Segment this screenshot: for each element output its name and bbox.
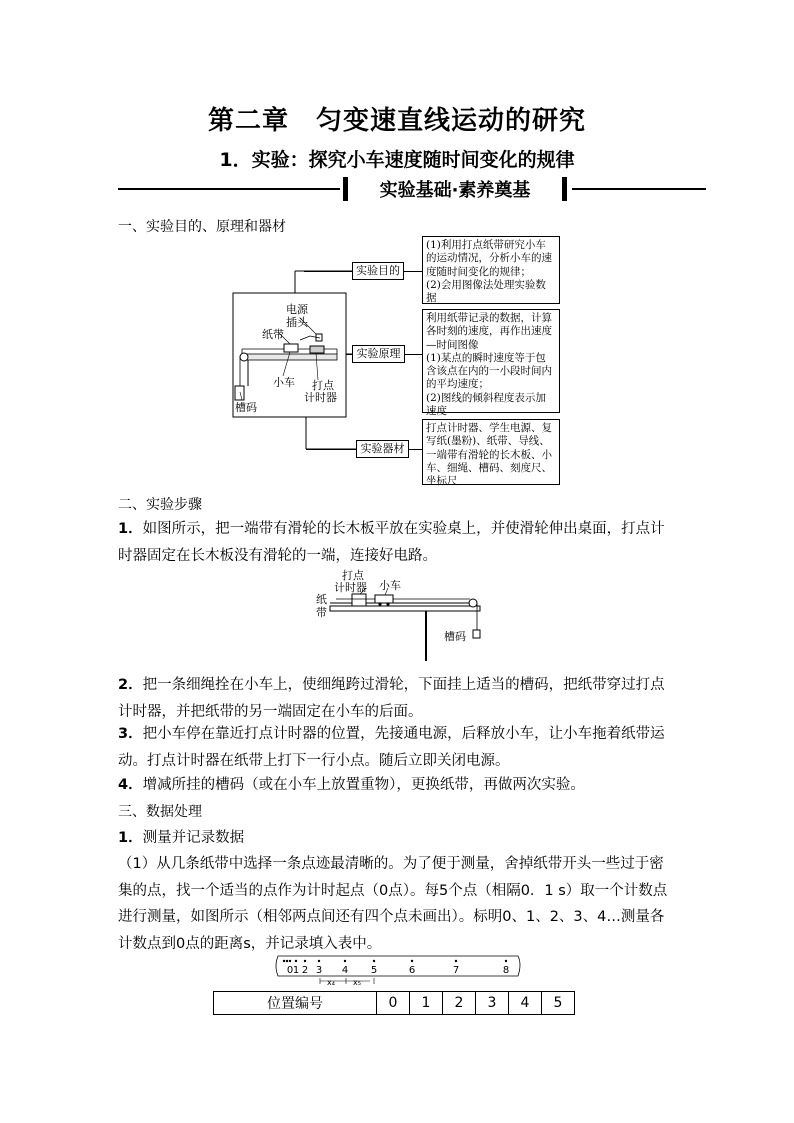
section-title: 1．实验：探究小车速度随时间变化的规律 <box>219 149 575 171</box>
tape-label: 1 <box>292 965 300 976</box>
tape-dot <box>289 960 291 962</box>
node-label-purpose: 实验目的 <box>352 262 404 280</box>
tape-dot <box>411 960 413 962</box>
paper-tape-figure <box>270 954 525 988</box>
tape-label: 2 <box>301 965 309 976</box>
tape-label: 4 <box>341 965 349 976</box>
node-text-principle: 利用纸带记录的数据，计算各时刻的速度，再作出速度—时间图像 (1)某点的瞬时速度等于包含该点在内的一小段时间内的平均速度； (2)图线的倾斜程度表示加速度 <box>422 309 560 413</box>
tape-dot <box>505 960 507 962</box>
table-cell: 5 <box>542 992 575 1015</box>
step-4-number: 4． <box>118 777 143 793</box>
tape-dot <box>373 960 375 962</box>
step-1 <box>118 516 678 569</box>
step-2-text: 把一条细绳拴在小车上，使细绳跨过滑轮，下面挂上适当的槽码，把纸带穿过打点计时器，并把纸带的另一端固定在小车的后面。 <box>118 677 665 720</box>
step-2-number: 2． <box>118 677 143 693</box>
step-4 <box>118 772 678 799</box>
node-label-equipment: 实验器材 <box>356 440 409 458</box>
table-cell: 4 <box>509 992 542 1015</box>
part1-heading: 一、实验目的、原理和器材 <box>118 219 286 235</box>
fig-label-paper-1: 纸 <box>316 593 327 606</box>
step-3-number: 3． <box>118 726 143 742</box>
step-3 <box>118 721 678 774</box>
label-paper-tape: 纸带 <box>262 328 284 341</box>
tape-label: 6 <box>408 965 416 976</box>
connector-principle-left <box>346 354 352 355</box>
table-cell: 3 <box>476 992 509 1015</box>
part2-heading: 二、实验步骤 <box>118 497 202 513</box>
step-3-text: 把小车停在靠近打点计时器的位置，先接通电源，后释放小车，让小车拖着纸带运动。打点计时器在纸带上打下一行小点。随后立即关闭电源。 <box>118 726 665 769</box>
tape-label: 7 <box>452 965 460 976</box>
sub-1 <box>118 825 678 852</box>
table-header-cell: 位置编号 <box>214 992 377 1015</box>
connector-principle <box>405 354 422 355</box>
connector-equipment-left <box>306 449 356 450</box>
tape-label: 3 <box>315 965 323 976</box>
tape-dot <box>304 960 306 962</box>
tape-dot <box>283 960 285 962</box>
tape-interval-x4: x₄ <box>327 978 335 987</box>
label-weight: 槽码 <box>235 401 257 414</box>
connector-equipment <box>409 449 422 450</box>
label-power-plug-1: 电源 <box>286 303 308 316</box>
data-processing-paragraph: （1）从几条纸带中选择一条点迹最清晰的。为了便于测量，舍掉纸带开头一些过于密集的点，找一个适当的点作为计时起点（0点）。每5个点（相隔0．1 s）取一个计数点进行测量，如图所示（相邻两点间还有四个点未画出）。标明0、1、2、3、4…测量各计数点到0点的距离s，并记录填入表中。 <box>118 856 668 952</box>
connector-purpose <box>404 271 422 272</box>
table-row <box>214 992 575 1015</box>
tape-label: 8 <box>502 965 510 976</box>
label-power-plug-2: 插头 <box>286 316 308 329</box>
banner-bar-right <box>562 177 567 201</box>
section-banner: 实验基础·素养奠基 <box>379 180 531 201</box>
setup-figure <box>308 566 488 664</box>
label-car: 小车 <box>273 376 295 389</box>
data-table <box>213 991 575 1015</box>
table-cell: 1 <box>410 992 443 1015</box>
table-cell: 2 <box>443 992 476 1015</box>
fig-label-car: 小车 <box>379 579 401 592</box>
fig-label-paper-2: 带 <box>316 606 327 619</box>
sub-1-number: 1． <box>118 830 143 846</box>
fig-label-weight: 槽码 <box>444 630 466 643</box>
step-1-number: 1． <box>118 521 143 537</box>
step-4-text: 增减所挂的槽码（或在小车上放置重物），更换纸带，再做两次实验。 <box>142 777 585 793</box>
tape-dot <box>455 960 457 962</box>
fig-label-timer-2: 计时器 <box>334 581 367 594</box>
node-text-purpose: (1)利用打点纸带研究小车的运动情况，分析小车的速度随时间变化的规律； (2)会用图像法处理实验数据 <box>422 236 560 304</box>
fig-label-timer-1: 打点 <box>342 569 364 582</box>
banner-divider-left <box>118 188 340 190</box>
tape-dot <box>286 960 288 962</box>
label-timer-1: 打点 <box>312 379 334 392</box>
node-label-principle: 实验原理 <box>352 345 405 363</box>
tape-dot <box>295 960 297 962</box>
tape-label: 0 <box>286 965 294 976</box>
tape-dot <box>344 960 346 962</box>
table-cell: 0 <box>377 992 410 1015</box>
step-2 <box>118 672 678 725</box>
node-text-equipment: 打点计时器、学生电源、复写纸(墨粉)、纸带、导线、一端带有滑轮的长木板、小车、细绳、槽码、刻度尺、坐标尺 <box>422 419 560 485</box>
step-1-text: 如图所示，把一端带有滑轮的长木板平放在实验桌上，并使滑轮伸出桌面，打点计时器固定在长木板没有滑轮的一端，连接好电路。 <box>118 521 665 564</box>
tape-interval-x5: x₅ <box>353 978 361 987</box>
part3-heading: 三、数据处理 <box>118 804 202 820</box>
tape-label: 5 <box>370 965 378 976</box>
chapter-title: 第二章 匀变速直线运动的研究 <box>207 106 586 136</box>
tape-dot <box>318 960 320 962</box>
label-timer-2: 计时器 <box>304 391 337 404</box>
banner-divider-right <box>572 188 706 190</box>
connector-purpose-left <box>304 271 352 272</box>
sub-1-text: 测量并记录数据 <box>142 830 245 846</box>
